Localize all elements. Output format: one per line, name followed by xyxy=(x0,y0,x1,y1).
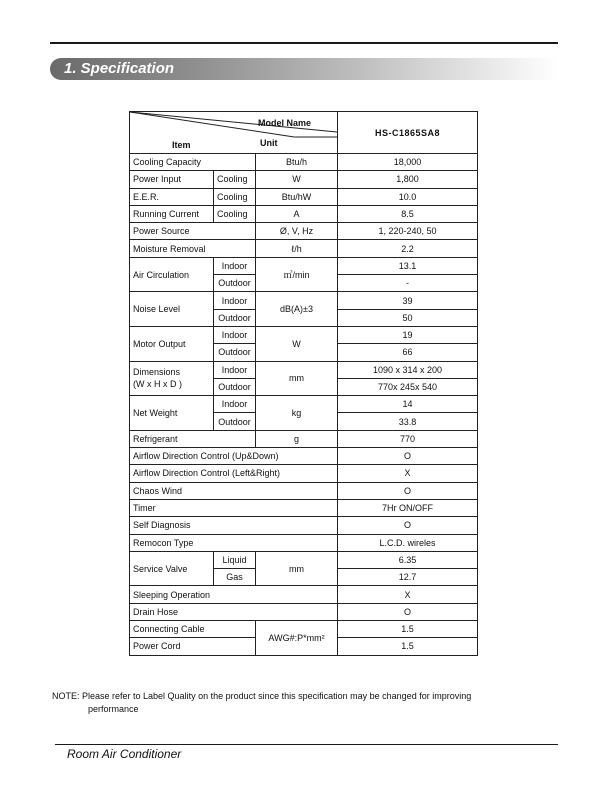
table-header-row xyxy=(130,112,478,154)
table-row xyxy=(130,223,478,240)
dimensions-label-line1: Dimensions xyxy=(133,367,181,378)
row-value: 770x 245x 540 xyxy=(338,378,478,395)
row-unit: W xyxy=(256,171,338,188)
table-row xyxy=(130,396,478,413)
row-label: Sleeping Operation xyxy=(130,586,338,603)
table-row xyxy=(130,448,478,465)
row-sublabel: Indoor xyxy=(214,326,256,343)
row-unit: W xyxy=(256,326,338,361)
row-value: 1090 x 314 x 200 xyxy=(338,361,478,378)
header-diagonal-cell xyxy=(130,112,338,154)
row-sublabel: Outdoor xyxy=(214,275,256,292)
row-sublabel: Indoor xyxy=(214,361,256,378)
bottom-rule xyxy=(55,744,558,745)
row-value: 1.5 xyxy=(338,621,478,638)
row-value: 1,800 xyxy=(338,171,478,188)
row-sublabel: Outdoor xyxy=(214,344,256,361)
row-label: Moisture Removal xyxy=(130,240,256,257)
row-label: Power Source xyxy=(130,223,256,240)
row-label: Cooling Capacity xyxy=(130,154,256,171)
row-value: 770 xyxy=(338,430,478,447)
row-label: Service Valve xyxy=(130,551,214,586)
row-unit: A xyxy=(256,205,338,222)
table-row xyxy=(130,603,478,620)
row-value: 39 xyxy=(338,292,478,309)
row-sublabel: Outdoor xyxy=(214,413,256,430)
row-label: Remocon Type xyxy=(130,534,338,551)
row-label: Air Circulation xyxy=(130,257,214,292)
table-row xyxy=(130,534,478,551)
row-sublabel: Outdoor xyxy=(214,378,256,395)
row-label: Airflow Direction Control (Up&Down) xyxy=(130,448,338,465)
row-unit: Ø, V, Hz xyxy=(256,223,338,240)
table-row xyxy=(130,621,478,638)
row-label: Motor Output xyxy=(130,326,214,361)
row-unit: dB(A)±3 xyxy=(256,292,338,327)
row-unit: g xyxy=(256,430,338,447)
row-value: - xyxy=(338,275,478,292)
table-row xyxy=(130,292,478,309)
row-label: Timer xyxy=(130,499,338,516)
row-value: 33.8 xyxy=(338,413,478,430)
row-value: 14 xyxy=(338,396,478,413)
row-unit: ℓ/h xyxy=(256,240,338,257)
table-row xyxy=(130,257,478,274)
row-label: Airflow Direction Control (Left&Right) xyxy=(130,465,338,482)
row-value: 19 xyxy=(338,326,478,343)
row-label: Power Cord xyxy=(130,638,256,655)
row-sublabel: Indoor xyxy=(214,396,256,413)
row-unit: mm xyxy=(256,551,338,586)
row-label: Connecting Cable xyxy=(130,621,256,638)
table-row xyxy=(130,499,478,516)
table-row xyxy=(130,205,478,222)
row-value: L.C.D. wireles xyxy=(338,534,478,551)
table-row xyxy=(130,482,478,499)
row-sublabel: Outdoor xyxy=(214,309,256,326)
row-value: 2.2 xyxy=(338,240,478,257)
row-sublabel: Indoor xyxy=(214,292,256,309)
row-unit: kg xyxy=(256,396,338,431)
row-sublabel: Cooling xyxy=(214,171,256,188)
row-label: Drain Hose xyxy=(130,603,338,620)
row-label xyxy=(130,361,214,396)
spec-table xyxy=(129,111,478,656)
note xyxy=(52,690,572,716)
table-row xyxy=(130,586,478,603)
row-value: 13.1 xyxy=(338,257,478,274)
row-label: Net Weight xyxy=(130,396,214,431)
top-rule xyxy=(50,42,558,44)
table-row xyxy=(130,240,478,257)
row-sublabel: Cooling xyxy=(214,205,256,222)
table-row xyxy=(130,361,478,378)
table-row xyxy=(130,188,478,205)
table-row xyxy=(130,517,478,534)
table-row xyxy=(130,154,478,171)
footer-title: Room Air Conditioner xyxy=(67,747,182,761)
row-value: O xyxy=(338,448,478,465)
row-label: Running Current xyxy=(130,205,214,222)
table-row xyxy=(130,326,478,343)
row-label: Refrigerant xyxy=(130,430,256,447)
row-value: 12.7 xyxy=(338,569,478,586)
row-label: Noise Level xyxy=(130,292,214,327)
header-unit-label: Unit xyxy=(260,138,278,148)
note-line-1: NOTE: Please refer to Label Quality on the product since this specification may be changed for improving xyxy=(52,691,472,701)
row-unit: Btu/h xyxy=(256,154,338,171)
row-sublabel: Gas xyxy=(214,569,256,586)
row-value: 1.5 xyxy=(338,638,478,655)
row-unit: mm xyxy=(256,361,338,396)
row-value: 18,000 xyxy=(338,154,478,171)
table-row xyxy=(130,430,478,447)
row-sublabel: Indoor xyxy=(214,257,256,274)
row-sublabel: Liquid xyxy=(214,551,256,568)
row-label: Chaos Wind xyxy=(130,482,338,499)
model-code: HS-C1865SA8 xyxy=(338,112,478,154)
row-value: X xyxy=(338,465,478,482)
dimensions-label-line2: (W x H x D ) xyxy=(133,379,182,390)
table-row xyxy=(130,465,478,482)
row-value: 50 xyxy=(338,309,478,326)
row-value: O xyxy=(338,482,478,499)
row-label: Self Diagnosis xyxy=(130,517,338,534)
row-value: 6.35 xyxy=(338,551,478,568)
row-value: O xyxy=(338,603,478,620)
row-unit: Btu/hW xyxy=(256,188,338,205)
row-value: X xyxy=(338,586,478,603)
row-label: Power Input xyxy=(130,171,214,188)
table-row xyxy=(130,551,478,568)
row-unit: AWG#:P*mm² xyxy=(256,621,338,656)
row-label: E.E.R. xyxy=(130,188,214,205)
row-sublabel: Cooling xyxy=(214,188,256,205)
note-line-2: performance xyxy=(88,704,139,714)
row-value: 8.5 xyxy=(338,205,478,222)
header-model-name-label: Model Name xyxy=(258,118,312,128)
row-value: 1, 220-240, 50 xyxy=(338,223,478,240)
row-value: 7Hr ON/OFF xyxy=(338,499,478,516)
section-title: 1. Specification xyxy=(64,60,175,77)
row-value: 10.0 xyxy=(338,188,478,205)
row-value: 66 xyxy=(338,344,478,361)
row-unit: ㎥/min xyxy=(256,257,338,292)
header-item-label: Item xyxy=(172,140,191,150)
row-value: O xyxy=(338,517,478,534)
table-row xyxy=(130,171,478,188)
